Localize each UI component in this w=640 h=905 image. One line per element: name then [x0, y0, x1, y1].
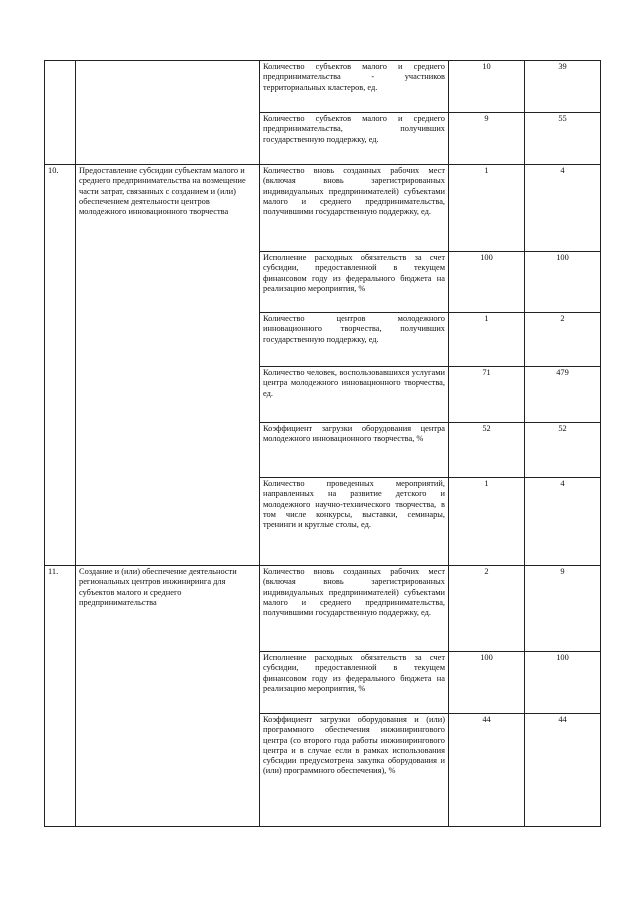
value-cell-2: 4: [525, 165, 601, 252]
indicator-cell: Количество человек, воспользовавшихся услугами центра молодежного инновационного творчества, ед.: [260, 367, 449, 423]
value-cell-2: 2: [525, 313, 601, 367]
table-row: [45, 165, 601, 252]
value-cell-2: 4: [525, 478, 601, 566]
value-cell-2: 55: [525, 113, 601, 165]
value-cell-1: 100: [449, 652, 525, 714]
indicator-cell: Количество вновь созданных рабочих мест (включая вновь зарегистрированных индивидуальных предпринимателей) субъектами малого и среднего предпринимательства, получившими государственную поддержку, ед.: [260, 165, 449, 252]
indicator-cell: Количество субъектов малого и среднего предпринимательства - участников территориальных кластеров, ед.: [260, 61, 449, 113]
value-cell-2: 479: [525, 367, 601, 423]
value-cell-1: 10: [449, 61, 525, 113]
row-number: 11.: [45, 566, 76, 827]
value-cell-1: 52: [449, 423, 525, 478]
value-cell-2: 39: [525, 61, 601, 113]
table-row: [45, 566, 601, 652]
indicator-cell: Коэффициент загрузки оборудования и (или) программного обеспечения инжинирингового центра (со второго года работы инжинирингового центра и в случае если в рамках использования субсидии предусмотрена закупка оборудования и (или) программного обеспечения), %: [260, 714, 449, 827]
value-cell-1: 1: [449, 313, 525, 367]
indicators-table: [44, 60, 601, 827]
value-cell-1: 44: [449, 714, 525, 827]
value-cell-2: 100: [525, 252, 601, 313]
value-cell-1: 100: [449, 252, 525, 313]
row-number: 10.: [45, 165, 76, 566]
measure-description: Создание и (или) обеспечение деятельности региональных центров инжиниринга для субъектов малого и среднего предпринимательства: [76, 566, 260, 827]
value-cell-1: 2: [449, 566, 525, 652]
value-cell-2: 100: [525, 652, 601, 714]
value-cell-1: 71: [449, 367, 525, 423]
value-cell-1: 1: [449, 165, 525, 252]
indicator-cell: Исполнение расходных обязательств за счет субсидии, предоставленной в текущем финансовом году из федерального бюджета на реализацию мероприятия, %: [260, 252, 449, 313]
indicator-cell: Количество субъектов малого и среднего предпринимательства, получивших государственную поддержку, ед.: [260, 113, 449, 165]
value-cell-2: 44: [525, 714, 601, 827]
indicator-cell: Количество центров молодежного инновационного творчества, получивших государственную поддержку, ед.: [260, 313, 449, 367]
measure-description: [76, 61, 260, 165]
value-cell-1: 9: [449, 113, 525, 165]
indicator-cell: Исполнение расходных обязательств за счет субсидии, предоставленной в текущем финансовом году из федерального бюджета на реализацию мероприятия, %: [260, 652, 449, 714]
row-number: [45, 61, 76, 165]
indicator-cell: Количество проведенных мероприятий, направленных на развитие детского и молодежного научно-технического творчества, в том числе конкурсы, выставки, семинары, тренинги и круглые столы, ед.: [260, 478, 449, 566]
value-cell-1: 1: [449, 478, 525, 566]
table-row: [45, 61, 601, 113]
indicator-cell: Количество вновь созданных рабочих мест (включая вновь зарегистрированных индивидуальных предпринимателей) субъектами малого и среднего предпринимательства, получившими государственную поддержку, ед.: [260, 566, 449, 652]
value-cell-2: 9: [525, 566, 601, 652]
measure-description: Предоставление субсидии субъектам малого и среднего предпринимательства на возмещение части затрат, связанных с созданием и (или) обеспечением деятельности центров молодежного инновационного творчества: [76, 165, 260, 566]
indicator-cell: Коэффициент загрузки оборудования центра молодежного инновационного творчества, %: [260, 423, 449, 478]
value-cell-2: 52: [525, 423, 601, 478]
